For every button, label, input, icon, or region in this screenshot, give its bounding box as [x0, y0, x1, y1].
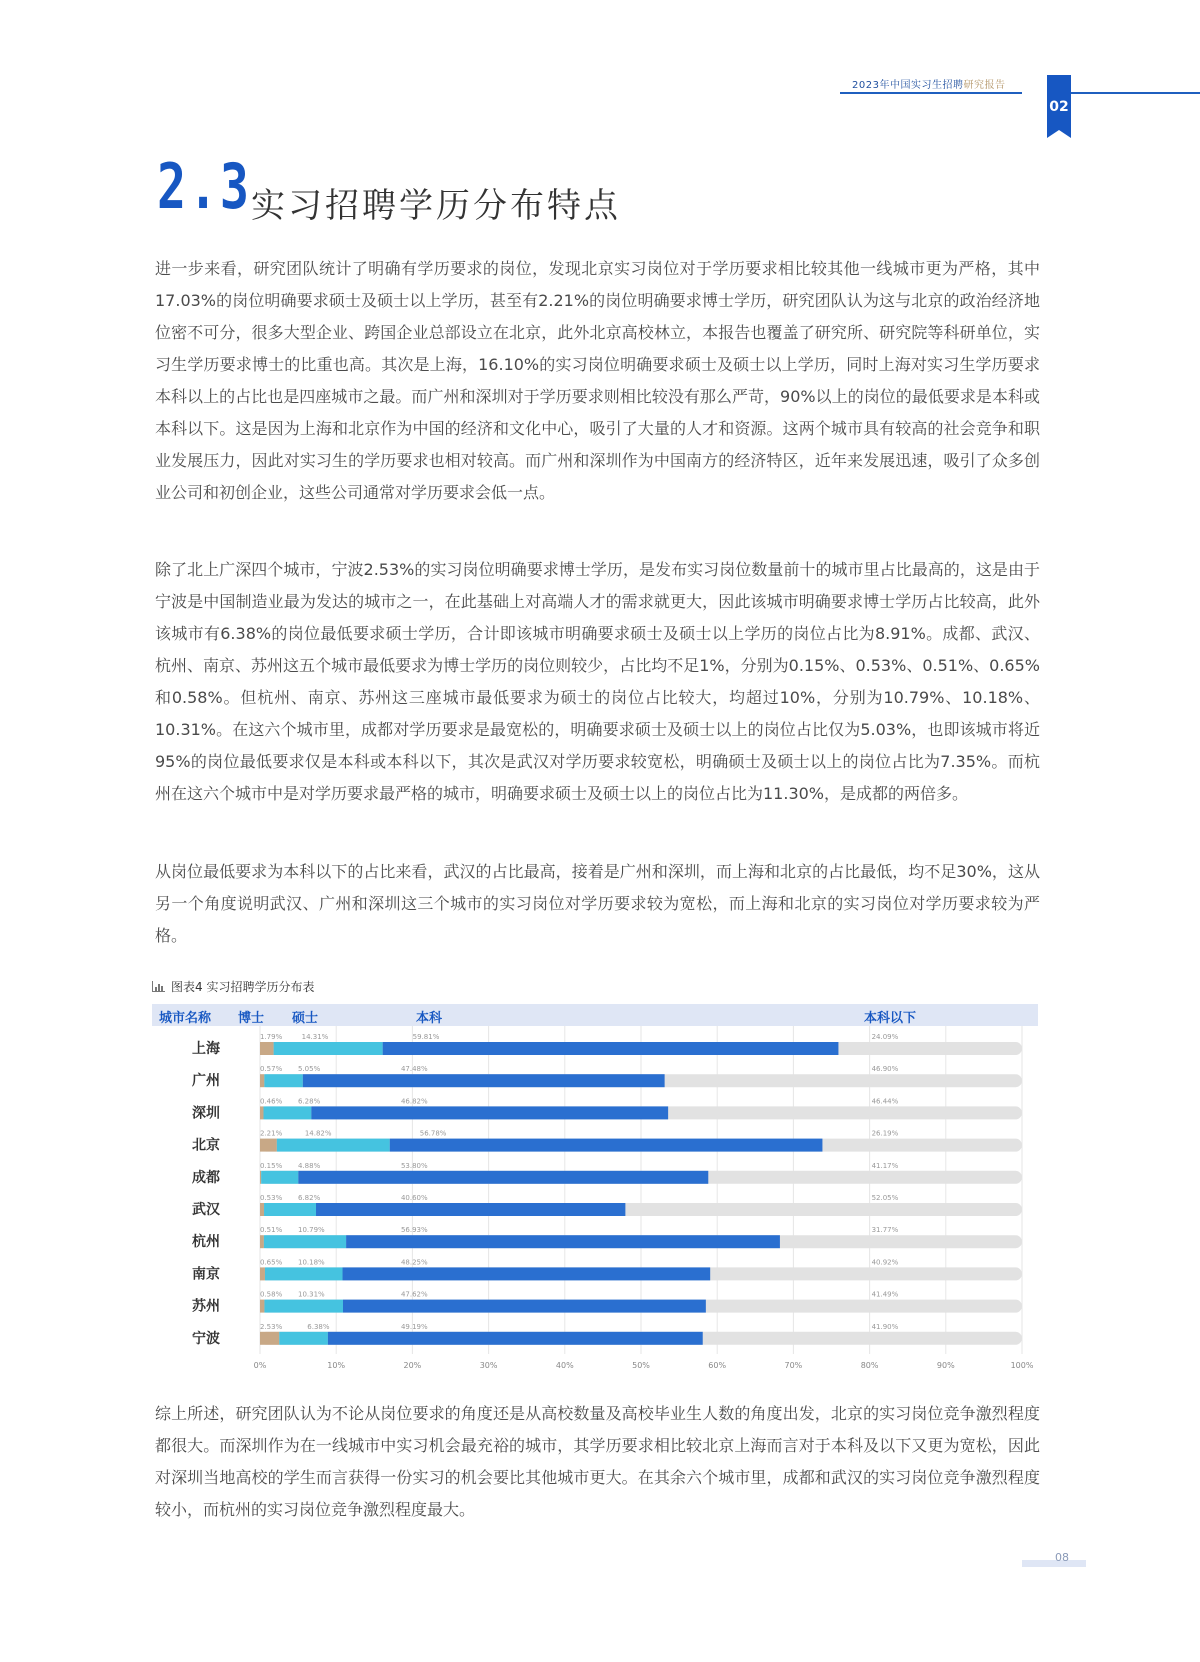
data-label: 53.80% — [400, 1161, 428, 1170]
x-tick-label: 30% — [479, 1361, 498, 1370]
bar-segment — [343, 1300, 706, 1313]
data-label: 0.53% — [260, 1194, 283, 1202]
category-label: 北京 — [192, 1137, 220, 1154]
data-label: 2.21% — [260, 1129, 283, 1138]
bar-segment — [264, 1074, 302, 1087]
section-number: 2.3 — [157, 150, 252, 223]
bar-segment — [261, 1171, 298, 1184]
bar-segment — [264, 1106, 312, 1119]
chapter-tab: 02 — [1047, 75, 1071, 130]
page-number-bar — [1022, 1560, 1086, 1567]
data-label: 10.31% — [298, 1290, 325, 1299]
data-label: 52.05% — [871, 1194, 899, 1202]
data-label: 47.62% — [400, 1290, 428, 1299]
legend-master: 硕士 — [292, 1011, 319, 1026]
category-label: 苏州 — [192, 1298, 220, 1315]
data-label: 41.49% — [871, 1290, 899, 1299]
x-tick-label: 70% — [784, 1361, 803, 1370]
bar-segment — [260, 1267, 265, 1280]
x-tick-label: 90% — [936, 1361, 955, 1370]
chart-caption: 图表4 实习招聘学历分布表 — [152, 978, 314, 995]
bar-segment — [260, 1203, 264, 1216]
x-tick-label: 0% — [253, 1361, 267, 1370]
bar-segment — [264, 1300, 343, 1313]
header-rule-left — [840, 92, 1022, 94]
bar-segment — [298, 1171, 708, 1184]
bar-segment — [264, 1203, 316, 1216]
legend-city-name: 城市名称 — [159, 1011, 212, 1026]
data-label: 0.46% — [260, 1097, 283, 1106]
data-label: 56.93% — [400, 1226, 428, 1235]
bar-segment — [260, 1074, 264, 1087]
data-label: 14.31% — [301, 1033, 329, 1041]
data-label: 0.58% — [260, 1290, 283, 1299]
category-label: 武汉 — [192, 1202, 220, 1218]
data-label: 4.88% — [298, 1161, 321, 1170]
category-label: 深圳 — [192, 1105, 220, 1122]
data-label: 48.25% — [400, 1258, 428, 1267]
page-number: 08 — [1055, 1551, 1069, 1564]
education-distribution-chart — [150, 1026, 1034, 1370]
data-label: 6.38% — [307, 1322, 330, 1331]
bar-segment — [390, 1139, 823, 1152]
legend-below-bachelor: 本科以下 — [864, 1011, 917, 1026]
bar-chart-icon — [152, 981, 165, 992]
paragraph-4: 综上所述，研究团队认为不论从岗位要求的角度还是从高校数量及高校毕业生人数的角度出发，北京的实习岗位竞争激烈程度都很大。而深圳作为在一线城市中实习机会最充裕的城市，其学历要求相比较北京上海而言对于本科及以下又更为宽松，因此对深圳当地高校的学生而言获得一份实习的机会要比其他城市更大。在其余六个城市里，成都和武汉的实习岗位竞争激烈程度较小，而杭州的实习岗位竞争激烈程度最大。 — [155, 1404, 1040, 1519]
paragraph-1: 进一步来看，研究团队统计了明确有学历要求的岗位，发现北京实习岗位对于学历要求相比较其他一线城市更为严格，其中17.03%的岗位明确要求硕士及硕士以上学历，甚至有2.21%的岗位明确要求博士学历，研究团队认为这与北京的政治经济地位密不可分，很多大型企业、跨国企业总部设立在北京，此外北京高校林立，本报告也覆盖了研究所、研究院等科研单位，实习生学历要求博士的比重也高。其次是上海，16.10%的实习岗位明确要求硕士及硕士以上学历，同时上海对实习生学历要求本科以上的占比也是四座城市之最。而广州和深圳对于学历要求则相比较没有那么严苛，90%以上的岗位的最低要求是本科或本科以下。这是因为上海和北京作为中国的经济和文化中心，吸引了大量的人才和资源。这两个城市具有较高的社会竞争和职业发展压力，因此对实习生的学历要求也相对较高。而广州和深圳作为中国南方的经济特区，近年来发展迅速，吸引了众多创业公司和初创企业，这些公司通常对学历要求会低一点。 — [155, 259, 1040, 502]
category-label: 杭州 — [192, 1234, 220, 1251]
legend-bachelor: 本科 — [416, 1011, 443, 1026]
bar-segment — [265, 1267, 343, 1280]
data-label: 0.65% — [260, 1258, 283, 1267]
data-label: 59.81% — [412, 1033, 440, 1041]
bar-segment — [274, 1042, 383, 1055]
category-label: 宁波 — [192, 1330, 220, 1347]
bar-segment — [264, 1235, 346, 1248]
data-label: 2.53% — [260, 1322, 283, 1331]
data-label: 31.77% — [871, 1226, 899, 1235]
data-label: 46.44% — [871, 1097, 899, 1106]
data-label: 6.82% — [298, 1194, 321, 1202]
chart-legend-header — [152, 1004, 1038, 1026]
bar-segment — [260, 1332, 279, 1345]
data-label: 46.82% — [400, 1097, 428, 1106]
category-label: 广州 — [192, 1073, 220, 1090]
data-label: 0.51% — [260, 1226, 283, 1235]
data-label: 46.90% — [871, 1065, 899, 1074]
x-tick-label: 100% — [1010, 1361, 1034, 1370]
bar-segment — [260, 1106, 264, 1119]
data-label: 56.78% — [419, 1129, 447, 1138]
paragraph-3: 从岗位最低要求为本科以下的占比来看，武汉的占比最高，接着是广州和深圳，而上海和北京的占比最低，均不足30%，这从另一个角度说明武汉、广州和深圳这三个城市的实习岗位对学历要求较为宽松，而上海和北京的实习岗位对学历要求较为严格。 — [155, 862, 1040, 945]
bar-segment — [303, 1074, 665, 1087]
data-label: 26.19% — [871, 1129, 899, 1138]
x-tick-label: 40% — [555, 1361, 574, 1370]
data-label: 0.57% — [260, 1065, 283, 1074]
data-label: 0.15% — [260, 1161, 283, 1170]
legend-phd: 博士 — [238, 1011, 265, 1026]
bar-segment — [260, 1139, 277, 1152]
bar-segment — [311, 1106, 668, 1119]
data-label: 40.60% — [400, 1194, 428, 1202]
x-tick-label: 60% — [708, 1361, 727, 1370]
data-label: 10.18% — [298, 1258, 325, 1267]
bar-segment — [260, 1171, 261, 1184]
bar-segment — [316, 1203, 625, 1216]
bar-segment — [346, 1235, 780, 1248]
bar-segment — [343, 1267, 711, 1280]
data-label: 10.79% — [298, 1226, 325, 1235]
bar-segment — [279, 1332, 328, 1345]
data-label: 6.28% — [298, 1097, 321, 1106]
x-tick-label: 10% — [327, 1361, 346, 1370]
paragraph-2: 除了北上广深四个城市，宁波2.53%的实习岗位明确要求博士学历，是发布实习岗位数量前十的城市里占比最高的，这是由于宁波是中国制造业最为发达的城市之一，在此基础上对高端人才的需求就更大，因此该城市明确要求博士学历占比较高，此外该城市有6.38%的岗位最低要求硕士学历，合计即该城市明确要求硕士及硕士以上学历的岗位占比为8.91%。成都、武汉、杭州、南京、苏州这五个城市最低要求为博士学历的岗位则较少，占比均不足1%，分别为0.15%、0.53%、0.51%、0.65%和0.58%。但杭州、南京、苏州这三座城市最低要求为硕士的岗位占比较大，均超过10%，分别为10.79%、10.18%、10.31%。在这六个城市里，成都对学历要求是最宽松的，明确要求硕士及硕士以上的岗位占比仅为5.03%，也即该城市将近95%的岗位最低要求仅是本科或本科以下，其次是武汉对学历要求较宽松，明确硕士及硕士以上的岗位占比为7.35%。而杭州在这六个城市中是对学历要求最严格的城市，明确要求硕士及硕士以上的岗位占比为11.30%，是成都的两倍多。 — [155, 560, 1040, 803]
data-label: 41.17% — [871, 1161, 899, 1170]
data-label: 24.09% — [871, 1033, 899, 1041]
x-tick-label: 50% — [632, 1361, 650, 1370]
data-label: 14.82% — [304, 1129, 332, 1138]
data-label: 49.19% — [400, 1322, 428, 1331]
bar-segment — [260, 1300, 264, 1313]
category-label: 上海 — [192, 1041, 220, 1057]
header-rule-right — [1066, 92, 1200, 94]
data-label: 40.92% — [871, 1258, 899, 1267]
data-label: 47.48% — [400, 1065, 428, 1074]
data-label: 41.90% — [871, 1322, 899, 1331]
x-tick-label: 80% — [860, 1361, 879, 1370]
report-title: 2023年中国实习生招聘研究报告 — [852, 80, 1006, 91]
bar-segment — [328, 1332, 703, 1345]
category-label: 南京 — [192, 1266, 220, 1283]
bar-segment — [277, 1139, 390, 1152]
x-tick-label: 20% — [403, 1361, 422, 1370]
bar-segment — [260, 1235, 264, 1248]
bar-segment — [260, 1042, 274, 1055]
bar-segment — [383, 1042, 839, 1055]
data-label: 1.79% — [260, 1033, 283, 1041]
category-label: 成都 — [192, 1169, 220, 1186]
data-label: 5.05% — [298, 1065, 321, 1074]
section-title: 实习招聘学历分布特点 — [251, 186, 621, 226]
